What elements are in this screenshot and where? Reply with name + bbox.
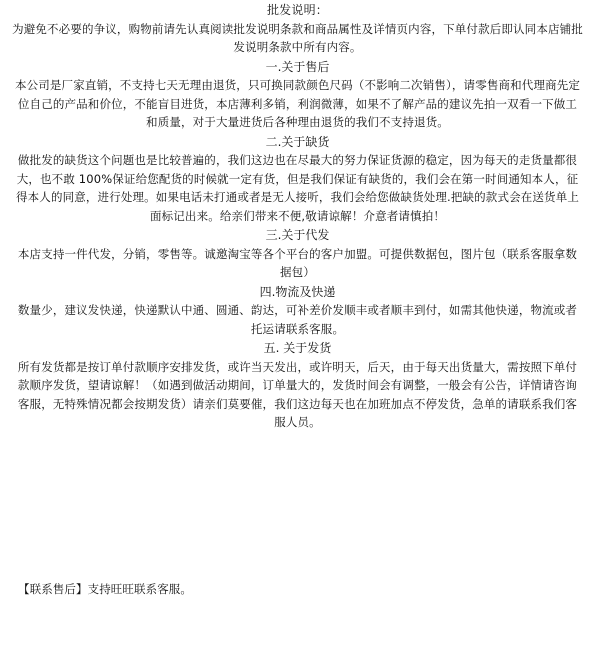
section-body-after-sales: 本公司是厂家直销，不支持七天无理由退货，只可换同款颜色尺码（不影响二次销售），请零售商和代理商先定位自己的产品和价位，不能盲目进货，本店薄利多销，利润微薄，如果不了解产品的建议先拍一双看一下做工和质量，对于大量进货后各种理由退货的我们不支持退货。 (14, 78, 581, 129)
wholesale-notice (10, 0, 585, 432)
section-body-shipping: 所有发货都是按订单付款顺序安排发货，或许当天发出，或许明天，后天，由于每天出货量大，需按照下单付款顺序发货，望请谅解！（如遇到做活动期间，订单量大的，发货时间会有调整，一般会有公告，详情请咨询客服，无特殊情况都会按期发货）请亲们莫要催，我们这边每天也在加班加点不停发货，急单的请联系我们客服人员。 (17, 359, 578, 429)
section-body-logistics: 数量少，建议发快递，快递默认中通、圆通、韵达，可补差价发顺丰或者顺丰到付，如需其他快递，物流或者托运请联系客服。 (17, 303, 578, 336)
section-heading-dropshipping: 三.关于代发 (265, 228, 330, 242)
section-heading-after-sales: 一.关于售后 (265, 59, 330, 74)
after-sales-contact-note: 【联系售后】支持旺旺联系客服。 (18, 582, 192, 596)
notice-intro: 为避免不必要的争议，购物前请先认真阅读批发说明条款和商品属性及详情页内容，下单付款后即认同本店铺批发说明条款中所有内容。 (12, 21, 583, 54)
section-heading-shipping: 五. 关于发货 (263, 341, 332, 355)
section-heading-out-of-stock: 二.关于缺货 (265, 134, 330, 149)
notice-title: 批发说明： (266, 3, 328, 17)
section-body-out-of-stock: 做批发的缺货这个问题也是比较普遍的，我们这边也在尽最大的努力保证货源的稳定，因为每天的走货量都很大，也不敢 100%保证给您配货的时候就一定有货，但是我们保证有缺货的，我们会在第一时间通知本人，征得本人的同意，进行处理。如果电话未打通或者是无人接听，我们会给您做缺货处理.把缺的款式会在送货单上面标记出来。给亲们带来不便,敬请谅解！介意者请慎拍！ (16, 153, 579, 223)
section-heading-logistics: 四.物流及快递 (259, 284, 336, 299)
section-body-dropshipping: 本店支持一件代发，分销，零售等。诚邀淘宝等各个平台的客户加盟。可提供数据包，图片包（联系客服拿数据包） (17, 246, 578, 279)
